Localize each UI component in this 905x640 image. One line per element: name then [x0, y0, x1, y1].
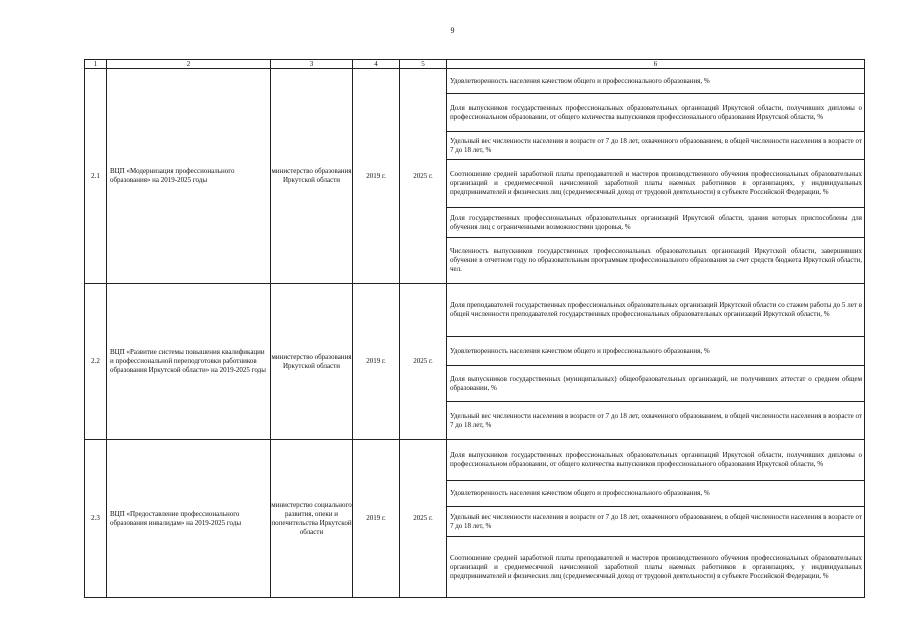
- header-cell: 1: [85, 60, 107, 69]
- header-cell: 3: [271, 60, 353, 69]
- row-number: 2.1: [85, 69, 107, 284]
- table-header-row: [85, 60, 865, 69]
- executor: министерство образования Иркутской области: [271, 284, 353, 440]
- end-year: 2025 г.: [400, 284, 447, 440]
- indicator-item: Доля государственных профессиональных образовательных организаций Иркутской области, здания которых приспособлены для обучения лиц с ограниченными возможностями здоровья, %: [447, 207, 864, 237]
- indicator-item: Доля выпускников государственных профессиональных образовательных организаций Иркутской области, получивших дипломы о профессиональном образовании, от общего количества выпускников профессионального образования Иркутской области, %: [447, 93, 864, 131]
- indicator-item: Удовлетворенность населения качеством общего и профессионального образования, %: [447, 480, 864, 506]
- table-row: [85, 440, 865, 598]
- start-year: 2019 г.: [353, 284, 400, 440]
- indicator-item: Доля выпускников государственных профессиональных образовательных организаций Иркутской области, получивших дипломы о профессиональном образовании, от общего количества выпускников профессионального образования Иркутской области, %: [450, 451, 862, 468]
- row-number: 2.3: [85, 440, 107, 598]
- table-row: [85, 69, 865, 284]
- indicators-cell: [447, 440, 865, 598]
- page-number: 9: [450, 26, 455, 35]
- programs-table: [84, 59, 865, 598]
- header-cell: 4: [353, 60, 400, 69]
- indicators-cell: [447, 284, 865, 440]
- indicator-item: Удовлетворенность населения качеством общего и профессионального образования, %: [447, 336, 864, 365]
- end-year: 2025 г.: [400, 69, 447, 284]
- indicator-item: Численность выпускников государственных профессиональных образовательных организаций Иркутской области, завершивших обучение в отчетном году по образовательным программам профессионального образования за счет средств бюджета Иркутской области, чел.: [447, 237, 864, 283]
- table-row: [85, 284, 865, 440]
- indicator-item: Соотношение средней заработной платы преподавателей и мастеров производственного обучения профессиональных образовательных организаций и среднемесячной начисленной заработной платы наемных работников в организациях, у индивидуальных предпринимателей и физических лиц (среднемесячный доход от трудовой деятельности) в субъекте Российской Федерации, %: [447, 159, 864, 207]
- program-name: ВЦП «Развитие системы повышения квалификации и профессиональной переподготовки работников образования Иркутской области» на 2019-2025 годы: [107, 284, 271, 440]
- indicator-item: Удельный вес численности населения в возрасте от 7 до 18 лет, охваченного образованием, в общей численности населения в возрасте от 7 до 18 лет, %: [447, 506, 864, 536]
- header-cell: 2: [107, 60, 271, 69]
- start-year: 2019 г.: [353, 440, 400, 598]
- header-cell: 6: [447, 60, 865, 69]
- indicator-item: Доля преподавателей государственных профессиональных образовательных организаций Иркутской области со стажем работы до 5 лет в общей численности преподавателей государственных профессиональных образовательных организаций Иркутской области, %: [450, 301, 862, 318]
- indicator-item: Доля выпускников государственных (муниципальных) общеобразовательных организаций, не получивших аттестат о среднем общем образовании, %: [447, 365, 864, 401]
- indicator-item: Соотношение средней заработной платы преподавателей и мастеров производственного обучения профессиональных образовательных организаций и среднемесячной начисленной заработной платы наемных работников в организациях, у индивидуальных предпринимателей и физических лиц (среднемесячный доход от трудовой деятельности) в субъекте Российской Федерации, %: [447, 536, 864, 597]
- indicator-item: Удельный вес численности населения в возрасте от 7 до 18 лет, охваченного образованием, в общей численности населения в возрасте от 7 до 18 лет, %: [447, 401, 864, 439]
- executor: министерство социального развития, опеки и попечительства Иркутской области: [271, 440, 353, 598]
- program-name: ВЦП «Модернизация профессионального образования» на 2019-2025 годы: [107, 69, 271, 284]
- end-year: 2025 г.: [400, 440, 447, 598]
- program-name: ВЦП «Предоставление профессионального образования инвалидам» на 2019-2025 годы: [107, 440, 271, 598]
- row-number: 2.2: [85, 284, 107, 440]
- start-year: 2019 г.: [353, 69, 400, 284]
- indicators-cell: [447, 69, 865, 284]
- executor: министерство образования Иркутской области: [271, 69, 353, 284]
- indicator-item: Удовлетворенность населения качеством общего и профессионального образования, %: [450, 76, 710, 85]
- header-cell: 5: [400, 60, 447, 69]
- indicator-item: Удельный вес численности населения в возрасте от 7 до 18 лет, охваченного образованием, в общей численности населения в возрасте от 7 до 18 лет, %: [447, 131, 864, 159]
